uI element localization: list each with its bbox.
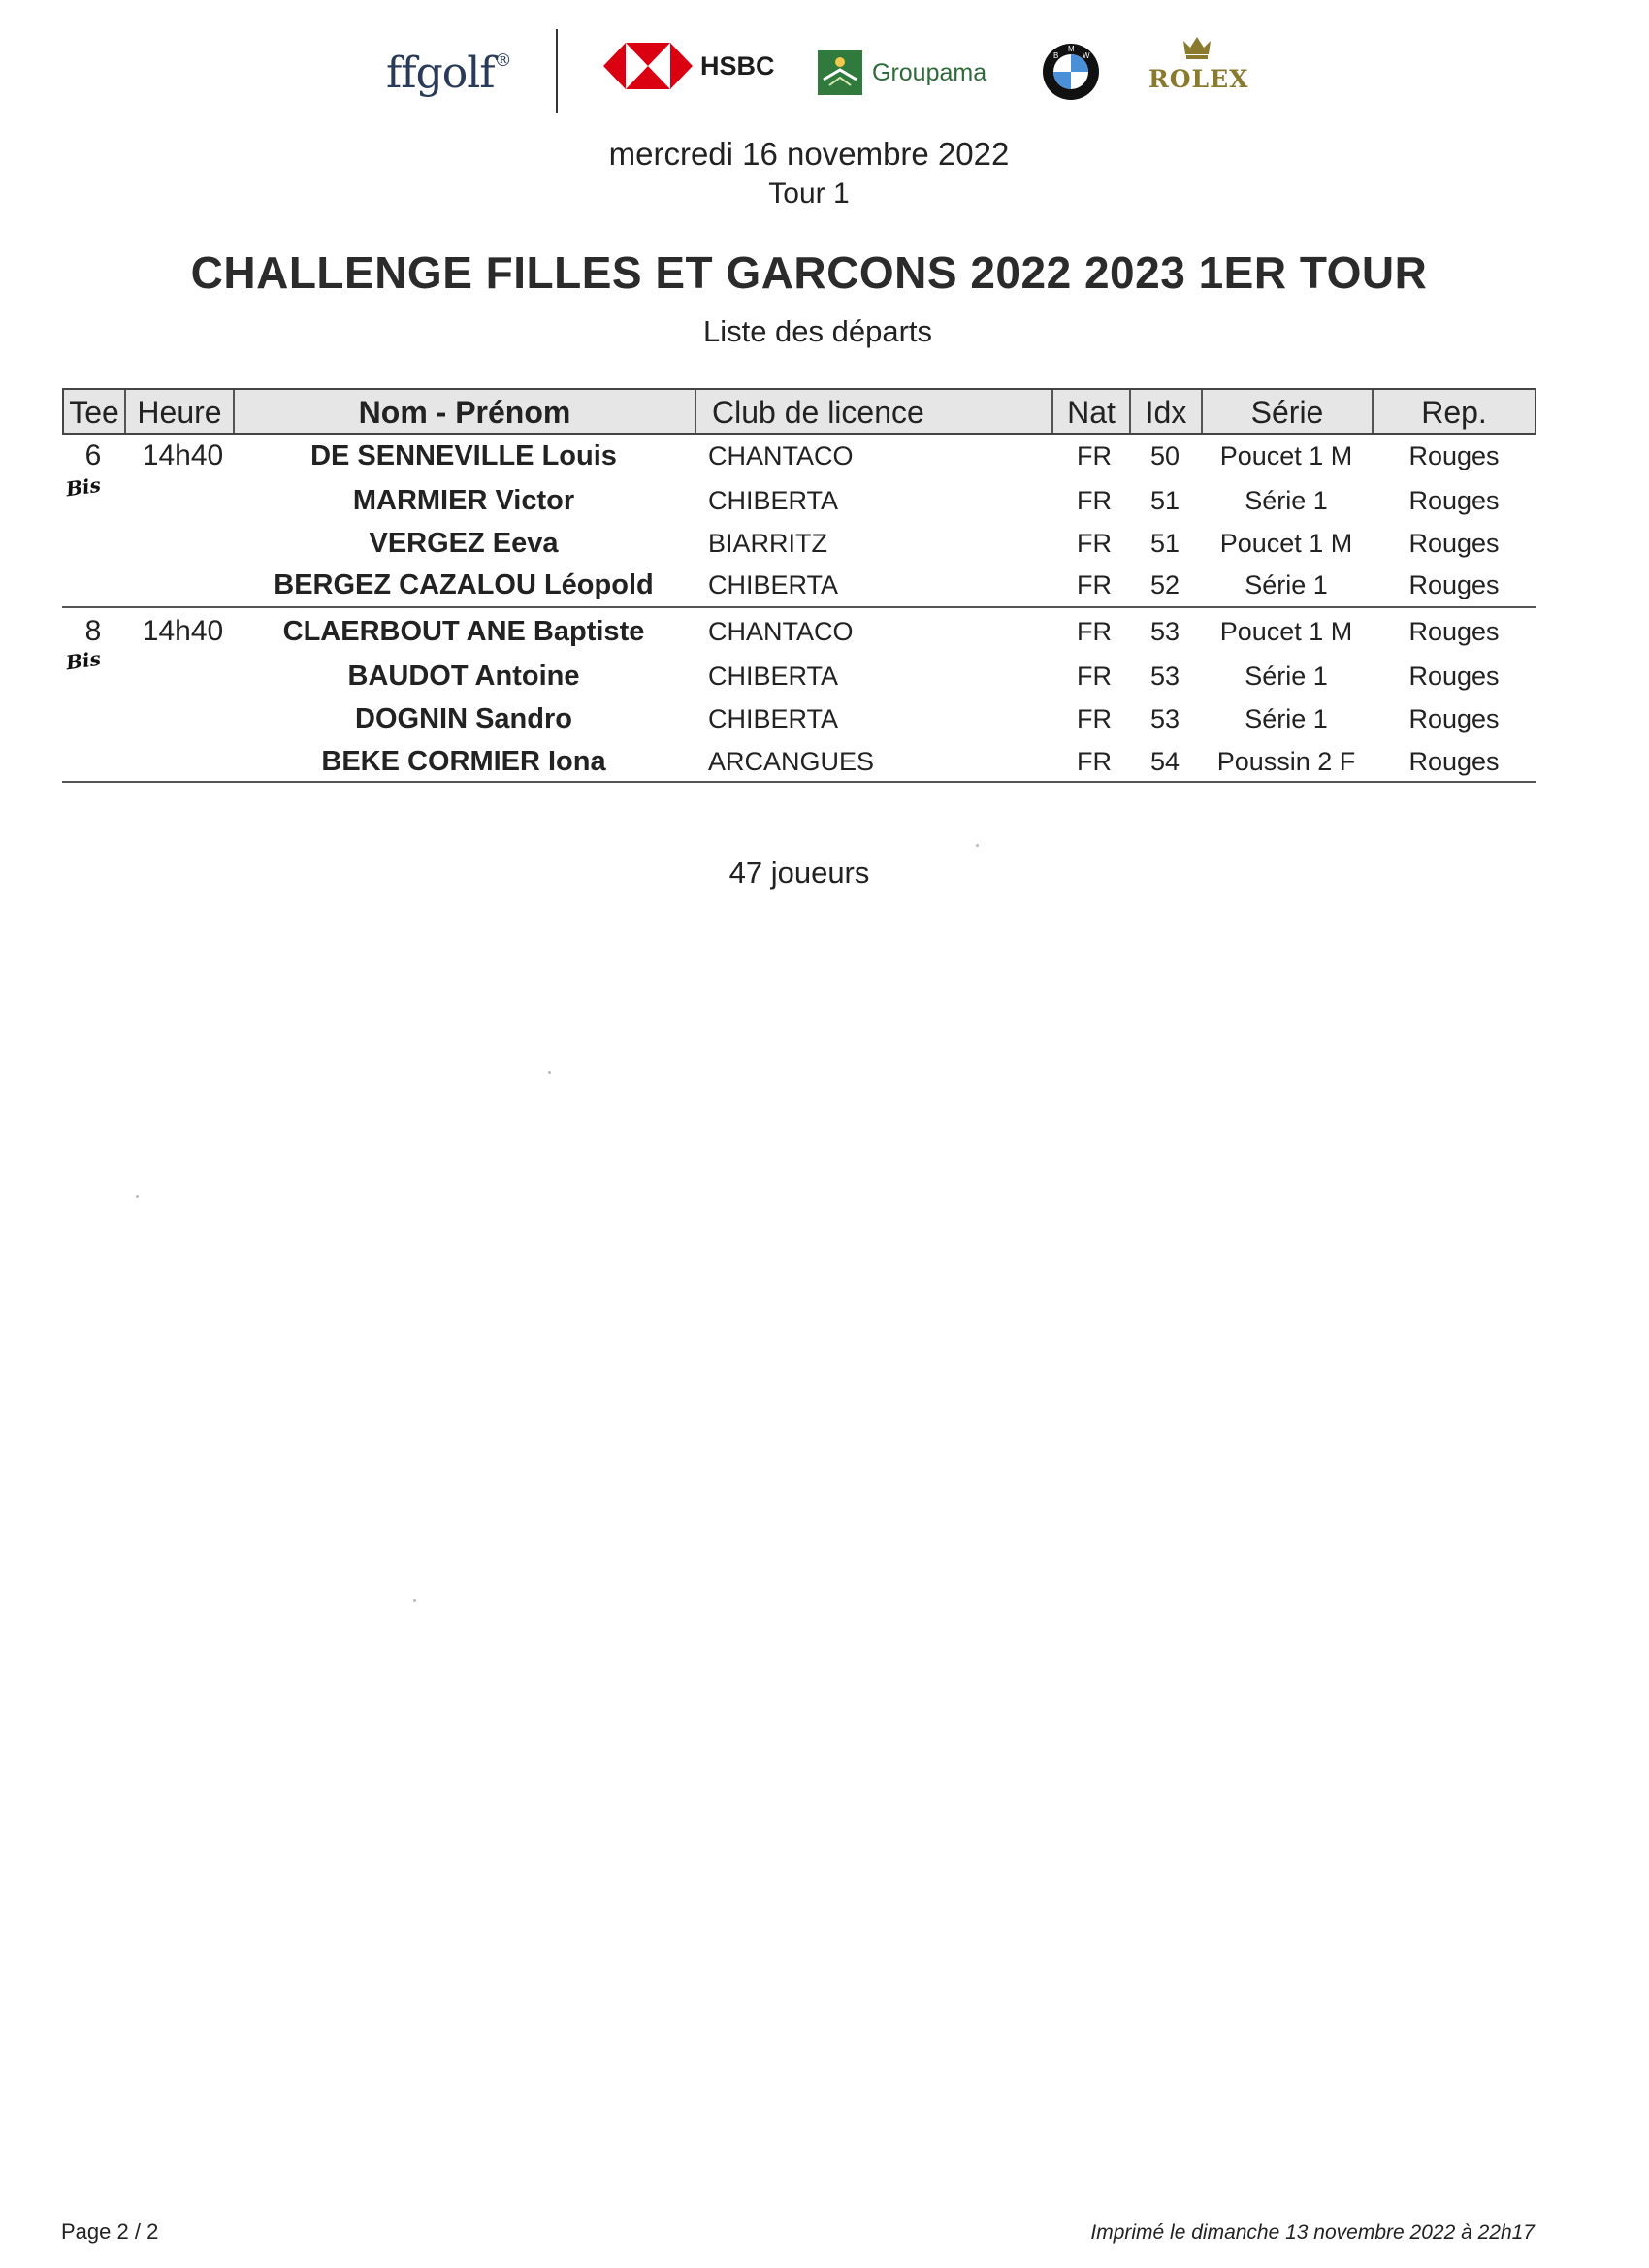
player-rep: Rouges (1408, 704, 1500, 733)
column-header-tee: Tee (64, 390, 126, 433)
player-name: DE SENNEVILLE Louis (310, 440, 617, 471)
player-rep: Rouges (1408, 747, 1500, 776)
rolex-logo-text: ROLEX (1148, 65, 1249, 93)
column-header-nom: Nom - Prénom (235, 390, 696, 433)
sponsor-band (0, 29, 1649, 126)
scan-speck (413, 1599, 416, 1602)
scan-speck (976, 844, 979, 847)
player-rep: Rouges (1408, 617, 1500, 646)
round-label: Tour 1 (768, 178, 850, 210)
player-nat: FR (1077, 662, 1112, 691)
player-club: CHIBERTA (708, 570, 839, 599)
player-serie: Poucet 1 M (1219, 617, 1353, 646)
player-serie: Poucet 1 M (1219, 529, 1353, 558)
groupama-leaf-icon (818, 50, 862, 95)
player-club: ARCANGUES (708, 747, 875, 776)
table-row (62, 610, 1536, 653)
hsbc-hexagon-icon (603, 43, 693, 89)
bmw-letter-w: W (1083, 51, 1090, 60)
player-serie: Poussin 2 F (1216, 747, 1356, 776)
bmw-roundel-icon (1042, 43, 1100, 101)
event-date: mercredi 16 novembre 2022 (608, 136, 1010, 172)
column-header-serie: Série (1203, 390, 1374, 433)
table-row (62, 479, 1536, 522)
groupama-logo (818, 50, 986, 95)
table-row (62, 697, 1536, 740)
column-header-nat: Nat (1053, 390, 1131, 433)
bmw-logo (1042, 43, 1100, 106)
player-club: CHANTACO (708, 617, 854, 646)
rolex-crown-icon (1182, 35, 1212, 60)
player-nat: FR (1077, 529, 1112, 558)
player-serie: Série 1 (1245, 662, 1328, 691)
player-idx: 53 (1149, 617, 1180, 646)
player-club: CHIBERTA (708, 704, 839, 733)
player-club: BIARRITZ (708, 529, 828, 558)
player-name: CLAERBOUT ANE Baptiste (282, 616, 645, 647)
player-serie: Série 1 (1245, 486, 1328, 515)
player-nat: FR (1077, 570, 1112, 599)
hsbc-logo (603, 43, 775, 89)
hsbc-logo-text: HSBC (700, 50, 775, 81)
table-bottom-rule (62, 781, 1536, 783)
table-row (62, 655, 1536, 697)
player-club: CHIBERTA (708, 486, 839, 515)
player-rep: Rouges (1408, 529, 1500, 558)
print-timestamp: Imprimé le dimanche 13 novembre 2022 à 22h17 (1090, 2221, 1535, 2244)
table-row (62, 435, 1536, 477)
player-serie: Poucet 1 M (1219, 441, 1353, 470)
player-idx: 50 (1149, 441, 1180, 470)
player-idx: 51 (1149, 529, 1180, 558)
player-name: BERGEZ CAZALOU Léopold (274, 569, 654, 600)
player-name: DOGNIN Sandro (355, 703, 572, 734)
tee-number: 6 (84, 439, 102, 471)
rolex-logo (1148, 35, 1249, 93)
player-nat: FR (1077, 617, 1112, 646)
player-nat: FR (1077, 486, 1112, 515)
player-club: CHANTACO (708, 441, 854, 470)
player-rep: Rouges (1408, 570, 1500, 599)
player-rep: Rouges (1408, 486, 1500, 515)
scan-speck (136, 1195, 139, 1198)
table-header (62, 388, 1536, 435)
player-nat: FR (1077, 441, 1112, 470)
player-nat: FR (1077, 704, 1112, 733)
ffgolf-logo-text: ffgolf (386, 49, 495, 98)
player-idx: 52 (1149, 570, 1180, 599)
start-time: 14h40 (142, 615, 224, 647)
column-header-heure: Heure (126, 390, 235, 433)
player-idx: 53 (1149, 662, 1180, 691)
group-separator (62, 606, 1536, 608)
bis-annotation: Bis (64, 646, 103, 675)
document-subtitle: Liste des départs (702, 314, 933, 348)
page-number: Page 2 / 2 (61, 2219, 159, 2244)
bmw-letter-m: M (1068, 45, 1075, 53)
player-serie: Série 1 (1245, 570, 1328, 599)
player-name: BAUDOT Antoine (347, 661, 580, 692)
player-name: VERGEZ Eeva (369, 528, 559, 559)
column-header-rep: Rep. (1421, 395, 1487, 430)
player-serie: Série 1 (1245, 704, 1328, 733)
column-header-idx: Idx (1131, 390, 1203, 433)
table-row (62, 522, 1536, 565)
table-row (62, 564, 1536, 606)
bmw-letter-b: B (1053, 51, 1059, 60)
tee-number: 8 (84, 615, 102, 647)
registered-mark: ® (494, 50, 511, 72)
start-time: 14h40 (142, 439, 224, 471)
player-idx: 53 (1149, 704, 1180, 733)
player-club: CHIBERTA (708, 662, 839, 691)
document-title: CHALLENGE FILLES ET GARCONS 2022 2023 1ER TOUR (190, 247, 1428, 298)
player-idx: 51 (1149, 486, 1180, 515)
scan-speck (548, 1071, 551, 1074)
player-rep: Rouges (1408, 662, 1500, 691)
player-name: MARMIER Victor (352, 485, 575, 516)
bis-annotation: Bis (64, 472, 103, 502)
groupama-logo-text: Groupama (872, 58, 987, 86)
player-count: 47 joueurs (728, 856, 870, 890)
player-nat: FR (1077, 747, 1112, 776)
table-row (62, 740, 1536, 783)
logo-divider (556, 29, 558, 113)
player-idx: 54 (1149, 747, 1180, 776)
player-rep: Rouges (1408, 441, 1500, 470)
player-name: BEKE CORMIER Iona (321, 746, 606, 777)
column-header-club: Club de licence (696, 390, 1053, 433)
ffgolf-logo (386, 49, 511, 98)
